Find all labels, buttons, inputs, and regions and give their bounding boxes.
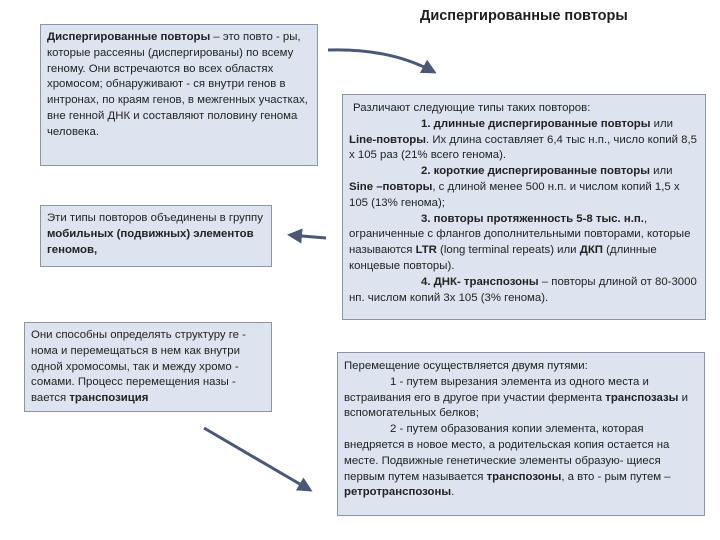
- repeat-type-3: 3. повторы протяженность 5-8 тыс. н.п., ограниченные с флангов дополнительными повторами, которые называются LTR (long terminal repeats) или ДКП (длинные концевые повторы).: [349, 212, 691, 272]
- paths-intro: Перемещение осуществляется двумя путями:: [344, 360, 588, 372]
- arrow-to-transposition-paths: [204, 428, 310, 490]
- repeat-type-4: 4. ДНК- транспозоны – повторы длиной от 80-3000 нп. числом копий 3х 105 (3% генома).: [349, 275, 697, 304]
- arrow-to-mobile-elements: [290, 235, 326, 238]
- path-1: 1 - путем вырезания элемента из одного места и встраивания его в другое при участии фермента транспозазы и вспомогательных белков;: [344, 375, 688, 420]
- arrow-to-repeat-types: [328, 50, 434, 72]
- transposition-term: транспозиция: [69, 392, 149, 405]
- definition-term: Диспергированные повторы: [47, 31, 211, 43]
- transposition-text: Они способны определять структуру ге - нома и перемещаться в нем как внутри одной хромосомы, так и между хромо - сомами. Процесс перемещения назы - вается: [31, 329, 246, 405]
- repeat-types-intro: Различают следующие типы таких повторов:: [353, 102, 591, 114]
- page-title: Диспергированные повторы: [420, 8, 628, 24]
- repeat-type-1: 1. длинные диспергированные повторы или Line-повторы. Их длина составляет 6,4 тыс н.п., число копий 8,5 х 105 раз (21% всего генома).: [349, 117, 698, 162]
- mobile-elements-text: Эти типы повторов объединены в группу: [47, 212, 263, 224]
- repeat-type-2: 2. короткие диспергированные повторы или Sine –повторы, с длиной менее 500 н.п. и числом копий 1,5 х 105 (13% генома);: [349, 165, 680, 209]
- definition-text: – это повто - ры, которые рассеяны (диспергированы) по всему геному. Они встречаются во всех областях хромосом; обнаруживают - ся внутри генов в интронах, по краям генов, в межгенных участках, вне генной ДНК и составляют половину генома человека.: [47, 31, 308, 138]
- path-2: 2 - путем образования копии элемента, которая внедряется в новое место, а родительская копия остается на месте. Подвижные генетические элементы образую- щиеся первым путем называется транспозоны, а вто - рым путем – ретротранспозоны.: [344, 423, 671, 499]
- mobile-elements-term: мобильных (подвижных) элементов геномов,: [47, 227, 254, 256]
